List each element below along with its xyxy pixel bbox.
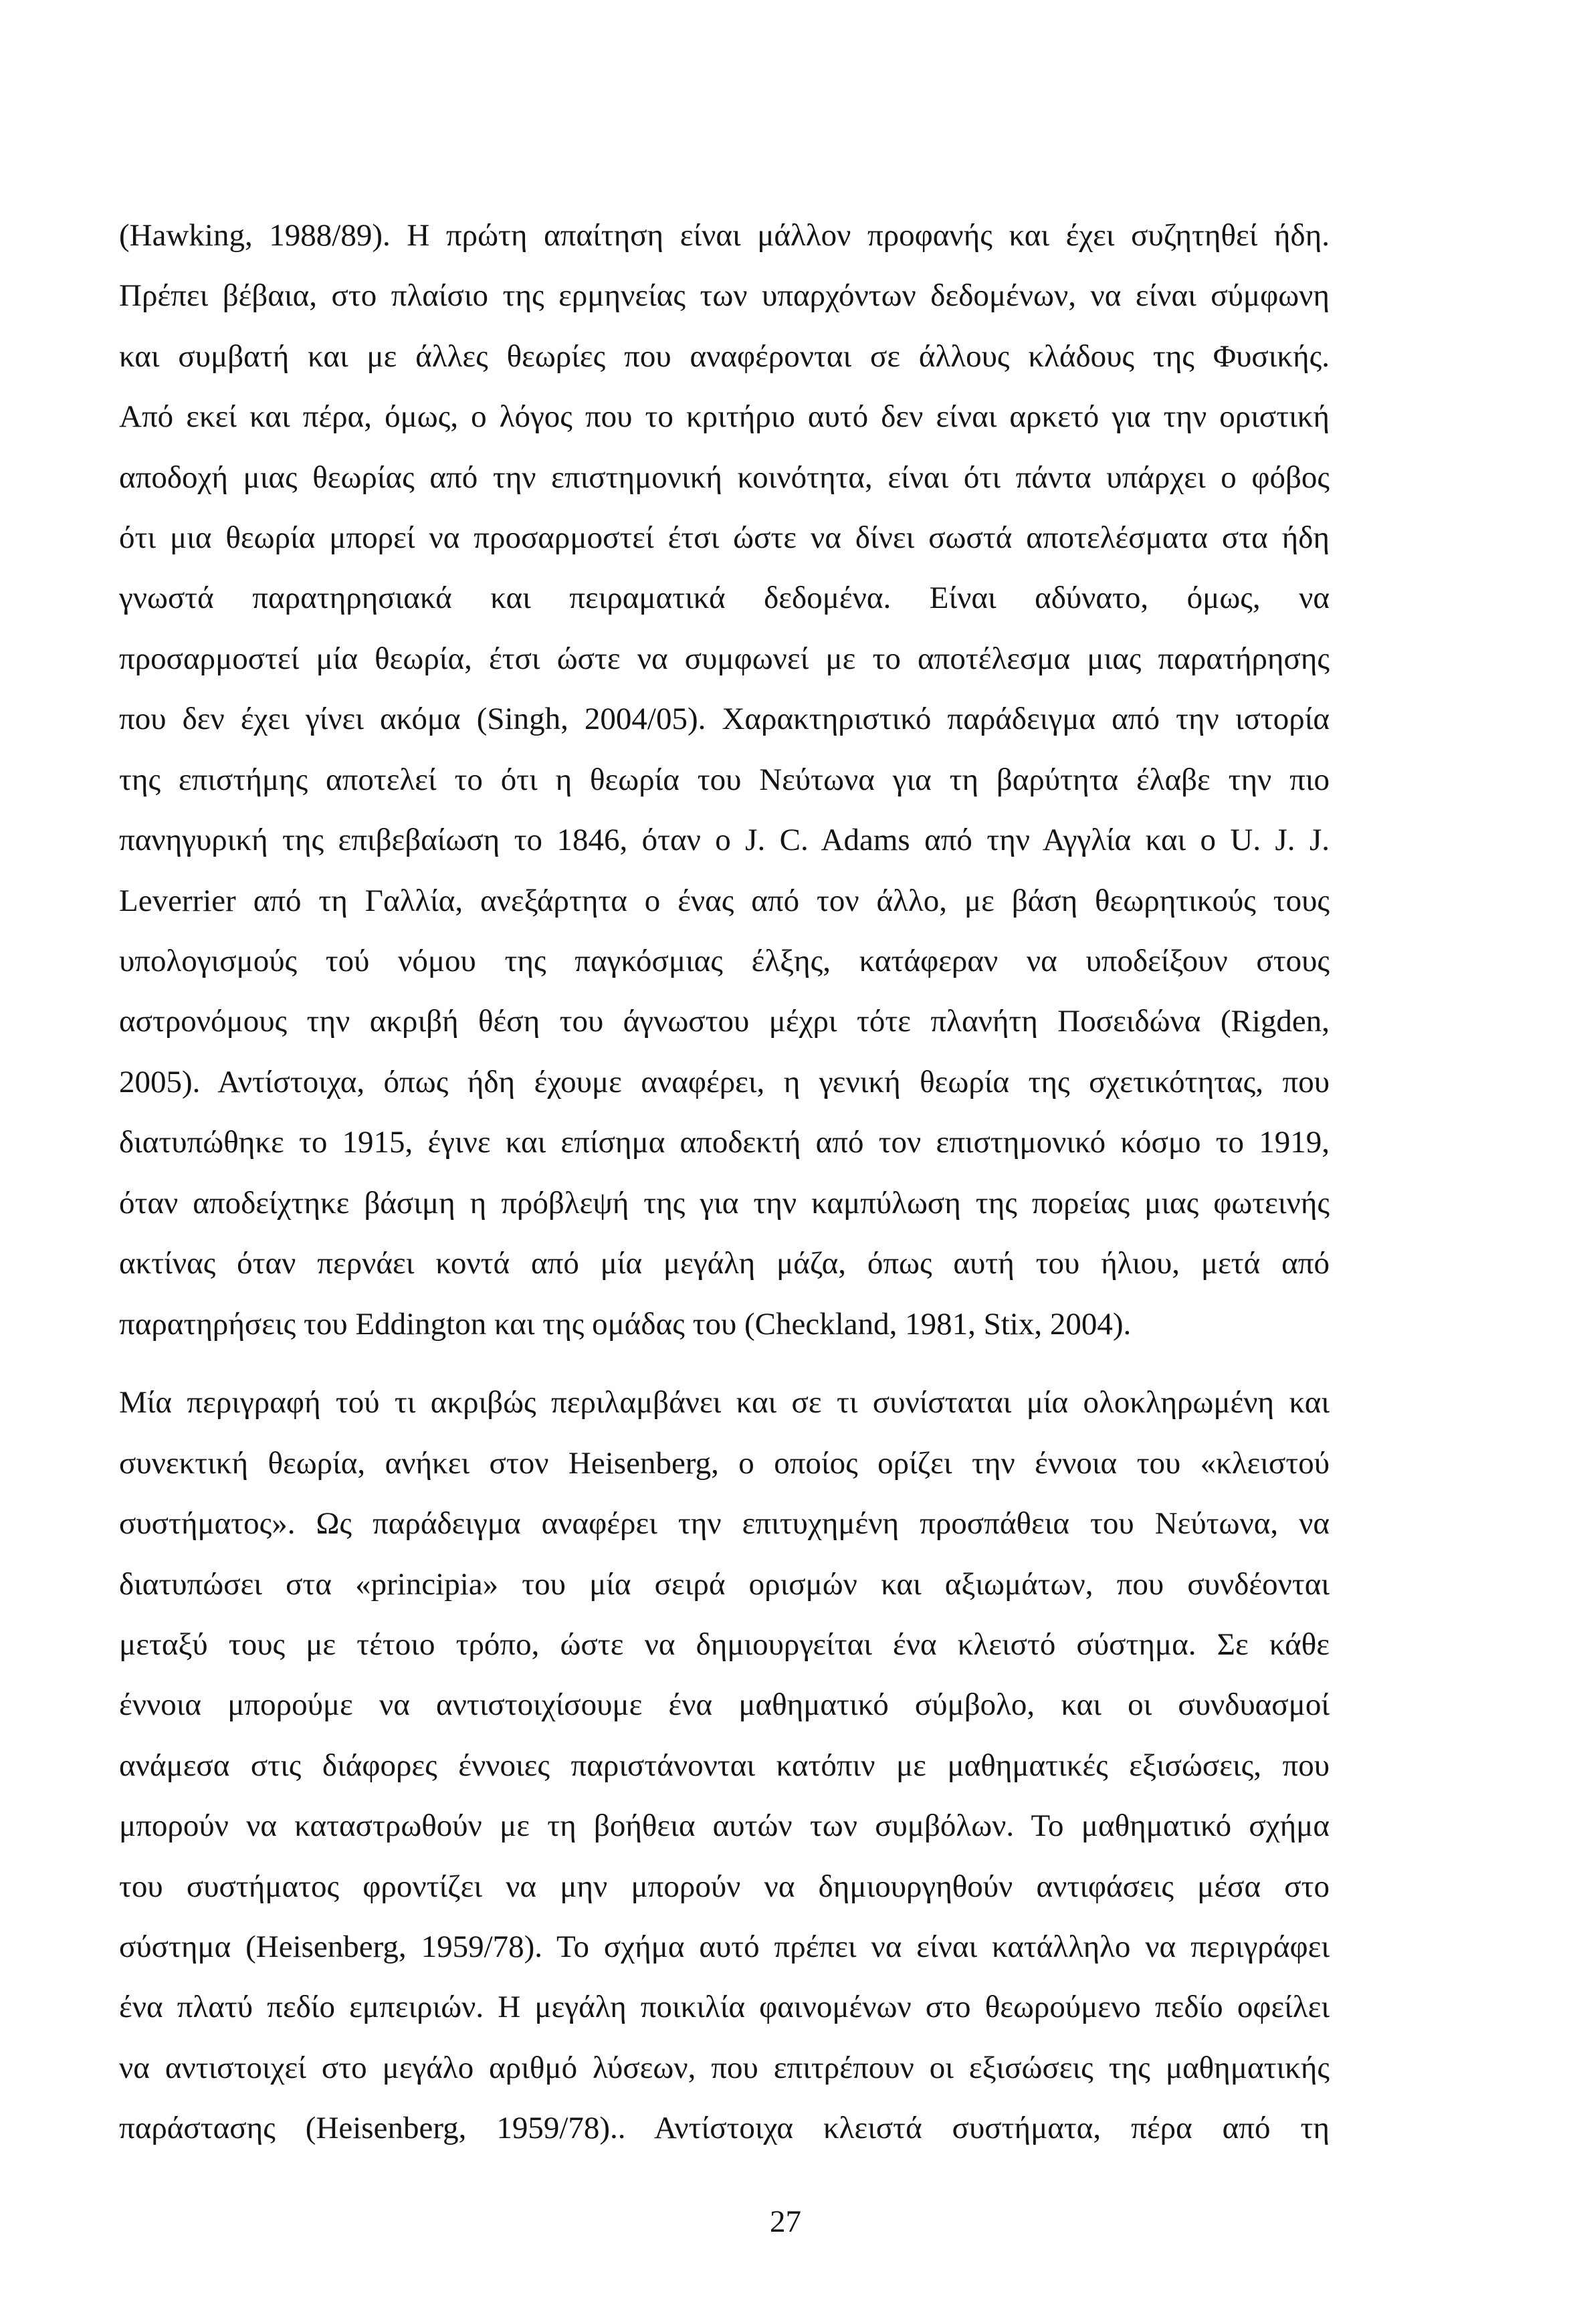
paragraph-1-line: ακτίνας όταν περνάει κοντά από μία μεγάλη μάζα, όπως αυτή του ήλιου, μετά από — [119, 1246, 1330, 1281]
paragraph-2-line: συνεκτική θεωρία, ανήκει στον Heisenberg, ο οποίος ορίζει την έννοια του «κλειστού — [119, 1446, 1330, 1481]
paragraph-1-line: προσαρμοστεί μία θεωρία, έτσι ώστε να συμφωνεί με το αποτέλεσμα μιας παρατήρησης — [119, 641, 1330, 676]
paragraph-1-line: Πρέπει βέβαια, στο πλαίσιο της ερμηνείας των υπαρχόντων δεδομένων, να είναι σύμφωνη — [119, 278, 1330, 313]
paragraph-1-line: όταν αποδείχτηκε βάσιμη η πρόβλεψή της για την καμπύλωση της πορείας μιας φωτεινής — [119, 1186, 1330, 1221]
page-number: 27 — [770, 2204, 801, 2239]
paragraph-2-line: συστήματος». Ως παράδειγμα αναφέρει την επιτυχημένη προσπάθεια του Νεύτωνα, να — [119, 1506, 1330, 1541]
paragraph-1-line: Από εκεί και πέρα, όμως, ο λόγος που το κριτήριο αυτό δεν είναι αρκετό για την οριστική — [119, 399, 1330, 434]
paragraph-1-line: της επιστήμης αποτελεί το ότι η θεωρία του Νεύτωνα για τη βαρύτητα έλαβε την πιο — [119, 762, 1330, 797]
paragraph-2-line: του συστήματος φροντίζει να μην μπορούν να δημιουργηθούν αντιφάσεις μέσα στο — [119, 1869, 1330, 1904]
paragraph-1-line: αστρονόμους την ακριβή θέση του άγνωστου μέχρι τότε πλανήτη Ποσειδώνα (Rigden, — [119, 1004, 1330, 1039]
paragraph-2-line: Μία περιγραφή τού τι ακριβώς περιλαμβάνει και σε τι συνίσταται μία ολοκληρωμένη και — [119, 1385, 1330, 1420]
paragraph-2-line: μπορούν να καταστρωθούν με τη βοήθεια αυτών των συμβόλων. Το μαθηματικό σχήμα — [119, 1808, 1330, 1843]
paragraph-1-line: πανηγυρική της επιβεβαίωση το 1846, όταν ο J. C. Adams από την Αγγλία και ο U. J. J. — [119, 823, 1330, 857]
paragraph-2-line: ανάμεσα στις διάφορες έννοιες παριστάνονται κατόπιν με μαθηματικές εξισώσεις, που — [119, 1748, 1330, 1783]
paragraph-2-line: παράστασης (Heisenberg, 1959/78).. Αντίστοιχα κλειστά συστήματα, πέρα από τη — [119, 2111, 1330, 2145]
paragraph-1-line: ότι μια θεωρία μπορεί να προσαρμοστεί έτσι ώστε να δίνει σωστά αποτελέσματα στα ήδη — [119, 520, 1330, 555]
paragraph-1-line: αποδοχή μιας θεωρίας από την επιστημονική κοινότητα, είναι ότι πάντα υπάρχει ο φόβος — [119, 460, 1330, 495]
paragraph-1-line: γνωστά παρατηρησιακά και πειραματικά δεδομένα. Είναι αδύνατο, όμως, να — [119, 580, 1330, 615]
paragraph-1-last-line: παρατηρήσεις του Eddington και της ομάδας του (Checkland, 1981, Stix, 2004). — [119, 1307, 1132, 1342]
paragraph-2-line: σύστημα (Heisenberg, 1959/78). Το σχήμα αυτό πρέπει να είναι κατάλληλο να περιγράφει — [119, 1929, 1330, 1964]
paragraph-2-line: διατυπώσει στα «principia» του μία σειρά ορισμών και αξιωμάτων, που συνδέονται — [119, 1567, 1330, 1602]
paragraph-2-line: ένα πλατύ πεδίο εμπειριών. Η μεγάλη ποικιλία φαινομένων στο θεωρούμενο πεδίο οφείλει — [119, 1990, 1330, 2024]
paragraph-2-line: μεταξύ τους με τέτοιο τρόπο, ώστε να δημιουργείται ένα κλειστό σύστημα. Σε κάθε — [119, 1627, 1330, 1662]
paragraph-1-line: και συμβατή και με άλλες θεωρίες που αναφέρονται σε άλλους κλάδους της Φυσικής. — [119, 339, 1330, 374]
paragraph-1-line: Leverrier από τη Γαλλία, ανεξάρτητα ο ένας από τον άλλο, με βάση θεωρητικούς τους — [119, 883, 1330, 918]
paragraph-1-line: 2005). Αντίστοιχα, όπως ήδη έχουμε αναφέρει, η γενική θεωρία της σχετικότητας, που — [119, 1065, 1330, 1099]
paragraph-1-line: (Hawking, 1988/89). Η πρώτη απαίτηση είναι μάλλον προφανής και έχει συζητηθεί ήδη. — [119, 218, 1330, 253]
paragraph-2-line: έννοια μπορούμε να αντιστοιχίσουμε ένα μαθηματικό σύμβολο, και οι συνδυασμοί — [119, 1687, 1330, 1722]
paragraph-1-line: διατυπώθηκε το 1915, έγινε και επίσημα αποδεκτή από τον επιστημονικό κόσμο το 1919, — [119, 1125, 1330, 1160]
paragraph-1-line: υπολογισμούς τού νόμου της παγκόσμιας έλξης, κατάφεραν να υποδείξουν στους — [119, 944, 1330, 978]
paragraph-2-line: να αντιστοιχεί στο μεγάλο αριθμό λύσεων, που επιτρέπουν οι εξισώσεις της μαθηματικής — [119, 2050, 1330, 2085]
paragraph-1-line: που δεν έχει γίνει ακόμα (Singh, 2004/05). Χαρακτηριστικό παράδειγμα από την ιστορία — [119, 702, 1330, 736]
